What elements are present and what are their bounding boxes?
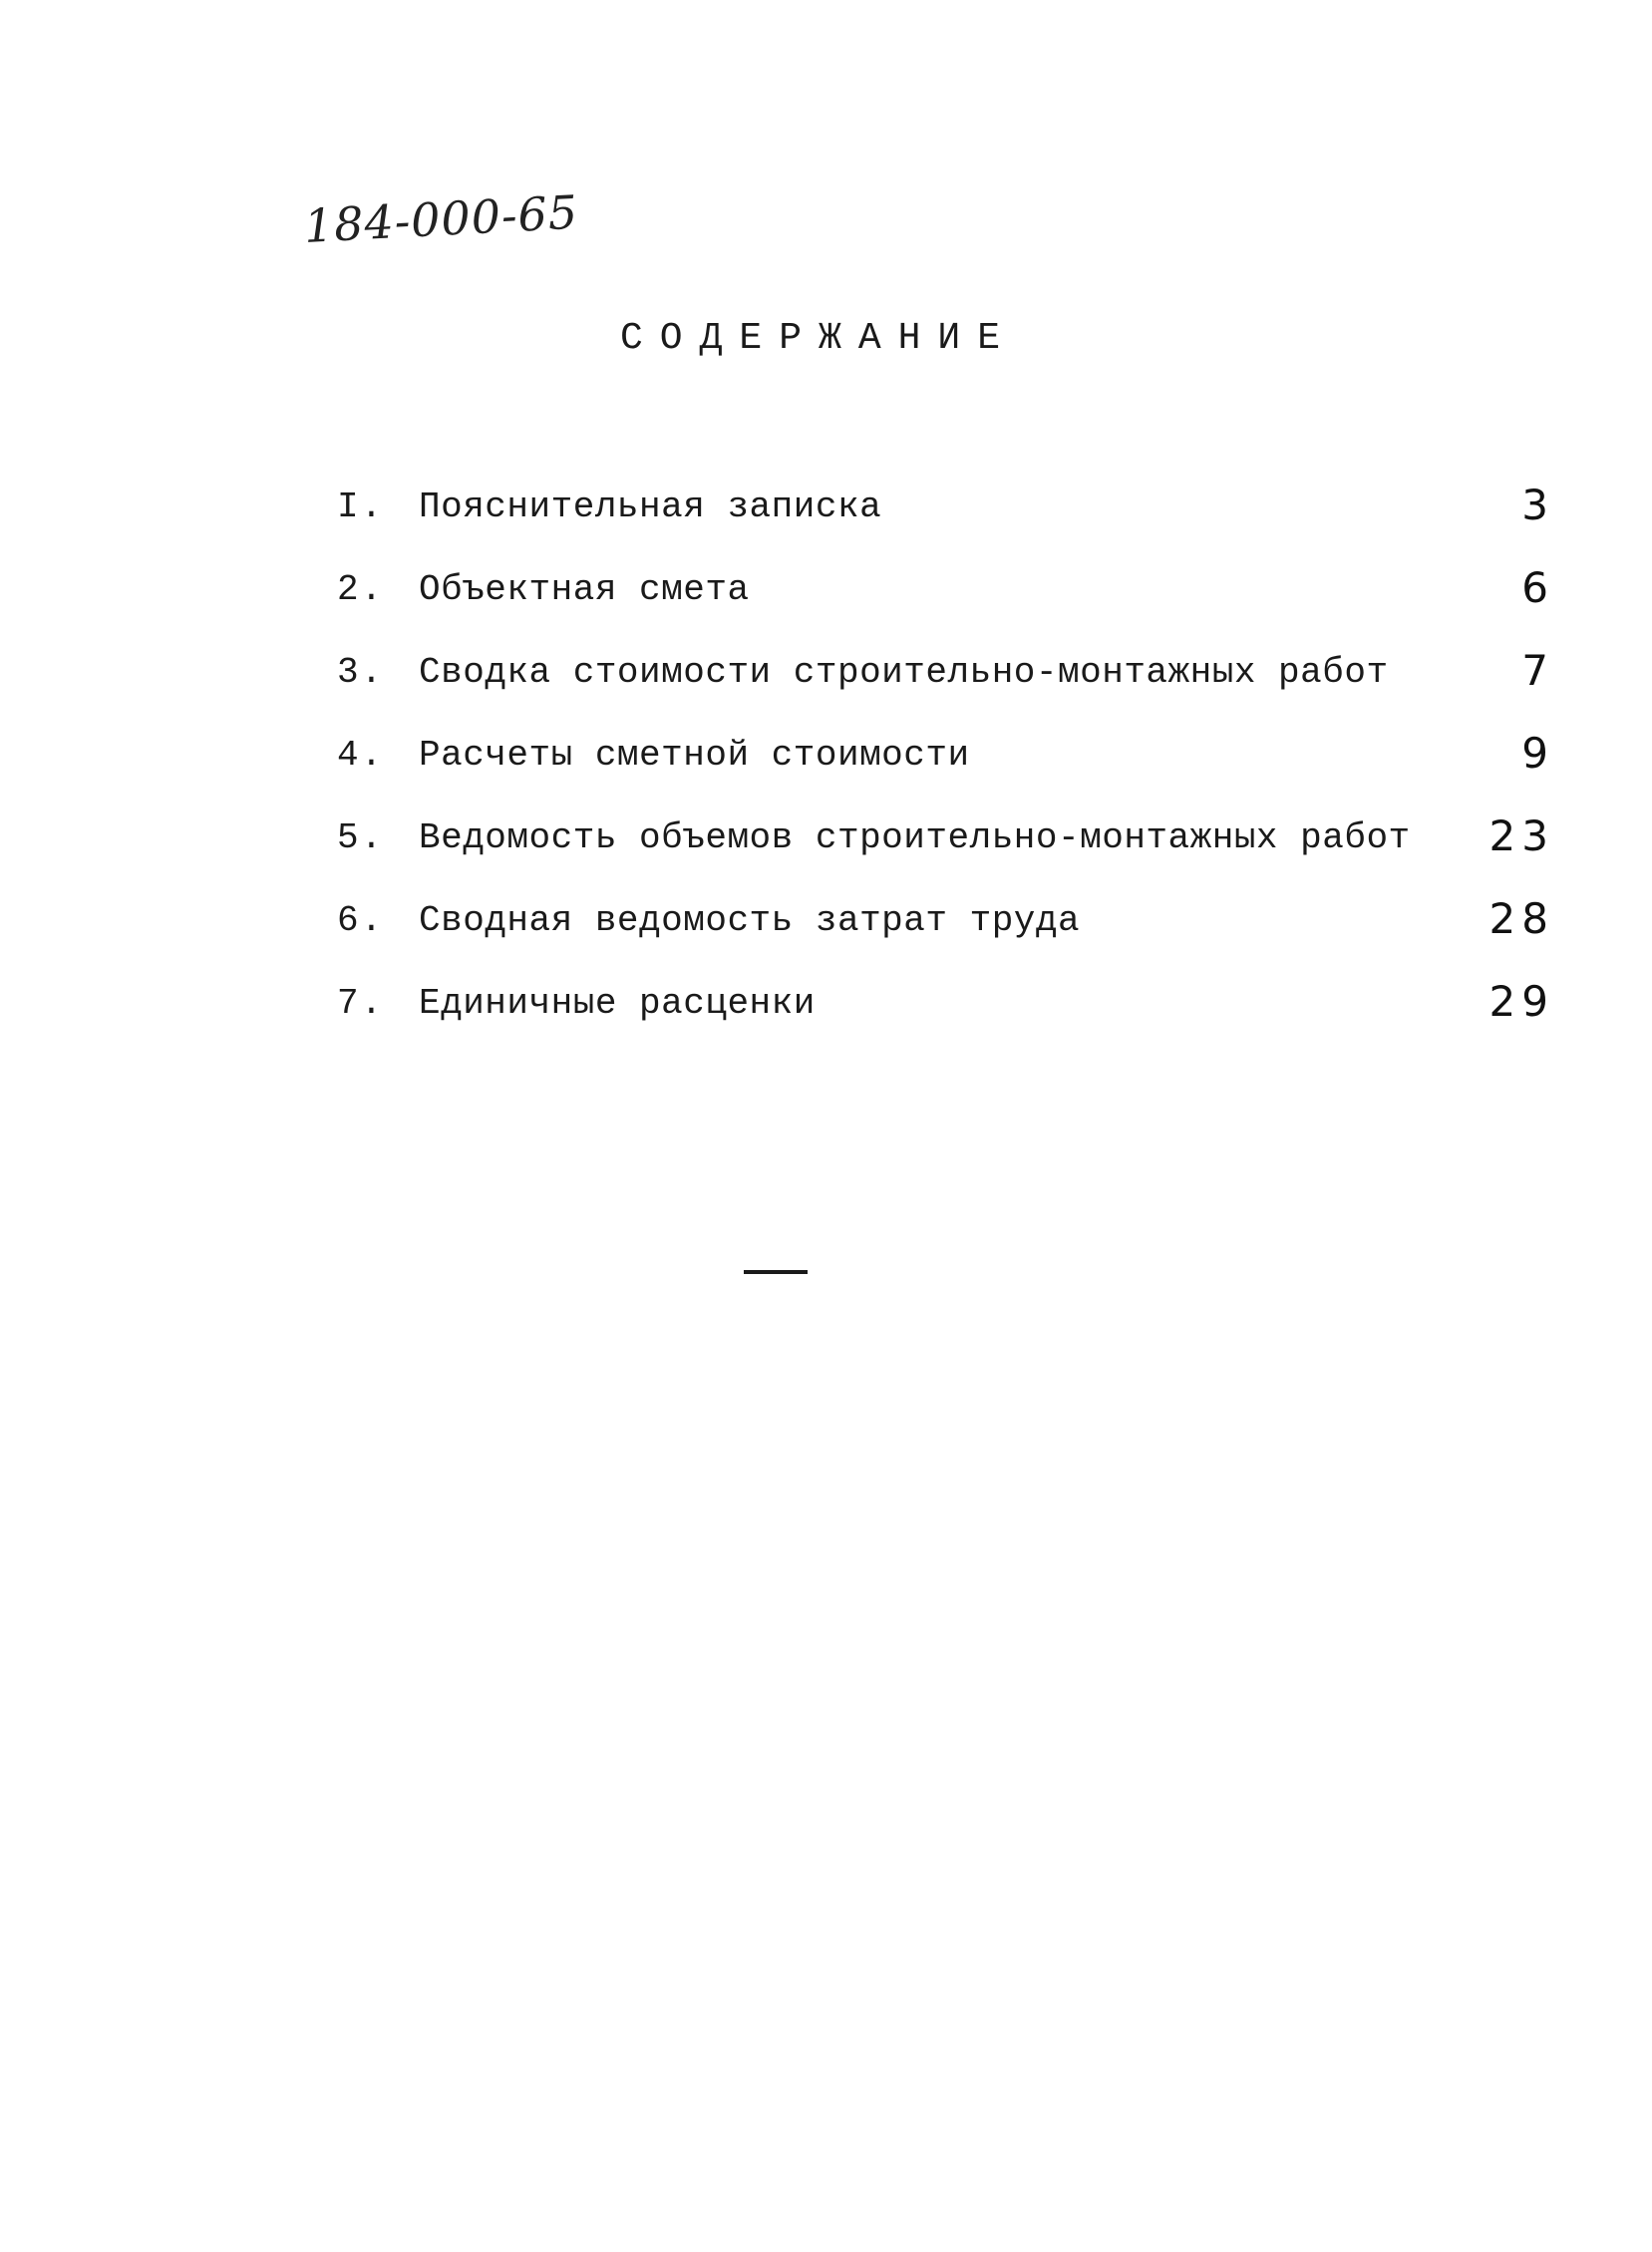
- toc-item-title: Сводка стоимости строительно-монтажных работ: [419, 652, 1389, 693]
- toc-item: [0, 977, 1652, 1043]
- toc-item: [0, 729, 1652, 795]
- toc-item-page: 7: [1521, 646, 1554, 695]
- page-title: СОДЕРЖАНИЕ: [620, 317, 1018, 360]
- document-code: 184-000-65: [302, 184, 580, 253]
- toc-item: [0, 811, 1652, 877]
- toc-item-title: Пояснительная записка: [419, 486, 882, 527]
- toc-item: [0, 894, 1652, 960]
- end-mark-divider: [744, 1270, 808, 1274]
- toc-item-number: 4.: [337, 735, 385, 776]
- toc-item: [0, 646, 1652, 712]
- toc-item-page: 29: [1488, 977, 1554, 1026]
- toc-item: [0, 481, 1652, 546]
- toc-item-number: 5.: [337, 817, 385, 858]
- toc-item-title: Расчеты сметной стоимости: [419, 735, 970, 776]
- toc-item-number: 7.: [337, 983, 385, 1024]
- toc-item-page: 6: [1521, 563, 1554, 612]
- toc-item-number: 2.: [337, 569, 385, 610]
- toc-item-title: Объектная смета: [419, 569, 750, 610]
- toc-item-page: 23: [1488, 811, 1554, 860]
- toc-item-title: Сводная ведомость затрат труда: [419, 900, 1081, 941]
- toc-item-page: 9: [1521, 729, 1554, 778]
- toc-item-number: 6.: [337, 900, 385, 941]
- toc-item-page: 3: [1521, 481, 1554, 529]
- toc-item-number: 3.: [337, 652, 385, 693]
- toc-item-title: Ведомость объемов строительно-монтажных работ: [419, 817, 1411, 858]
- toc-item-title: Единичные расценки: [419, 983, 816, 1024]
- toc-item: [0, 563, 1652, 629]
- toc-item-number: I.: [337, 486, 385, 527]
- toc-item-page: 28: [1488, 894, 1554, 943]
